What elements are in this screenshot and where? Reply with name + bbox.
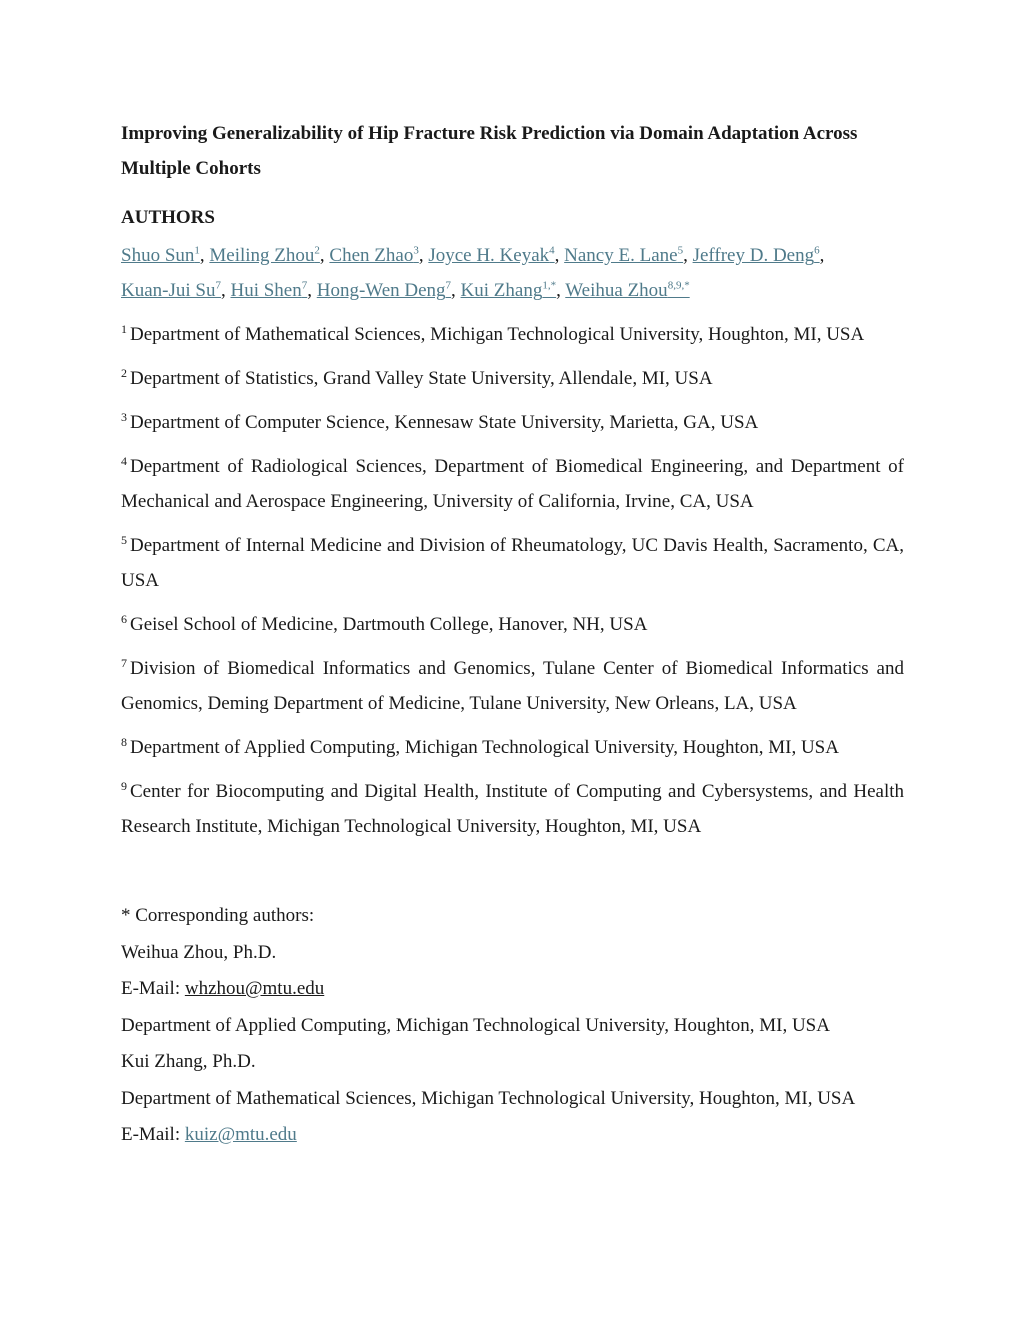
affiliation-text: Geisel School of Medicine, Dartmouth College, Hanover, NH, USA xyxy=(130,614,648,635)
author-name: Hui Shen xyxy=(230,280,302,301)
author-name: Joyce H. Keyak xyxy=(428,245,550,266)
affiliation-number: 2 xyxy=(121,365,127,380)
paper-title-line-1: Improving Generalizability of Hip Fracture Risk Prediction via Domain Adaptation Across xyxy=(121,123,858,144)
author-affiliation-sup: 4 xyxy=(549,244,555,257)
corresponding-author-2-name: Kui Zhang, Ph.D. xyxy=(121,1051,256,1072)
affiliation-text: Department of Internal Medicine and Division of Rheumatology, UC Davis Health, Sacramento, CA, USA xyxy=(121,535,904,591)
affiliation-text: Center for Biocomputing and Digital Health, Institute of Computing and Cybersystems, and Health Research Institute, Michigan Technological University, Houghton, MI, USA xyxy=(121,781,904,837)
author-affiliation-sup: 7 xyxy=(301,279,308,292)
author-link[interactable] xyxy=(209,245,320,266)
affiliation-number: 4 xyxy=(121,453,127,468)
author-affiliation-sup: 5 xyxy=(677,244,684,257)
author-affiliation-sup: 7 xyxy=(215,279,221,292)
author-separator: , xyxy=(556,280,561,301)
author-name: Weihua Zhou xyxy=(565,280,668,301)
author-separator: , xyxy=(554,245,560,266)
affiliation-item xyxy=(121,730,904,765)
affiliation-item xyxy=(121,361,904,396)
author-affiliation-sup: 2 xyxy=(314,244,320,257)
author-link[interactable] xyxy=(121,245,200,266)
affiliation-number: 6 xyxy=(121,611,127,626)
author-affiliation-sup: 6 xyxy=(814,244,820,257)
author-affiliation-sup: 8,9,* xyxy=(667,279,690,292)
author-list xyxy=(121,238,904,308)
author-affiliation-sup: 7 xyxy=(445,279,452,292)
author-separator: , xyxy=(451,280,456,301)
affiliation-item xyxy=(121,528,904,598)
affiliation-item xyxy=(121,317,904,352)
author-separator: , xyxy=(199,245,205,266)
email-label: E-Mail: xyxy=(121,978,185,999)
affiliation-list xyxy=(121,317,904,844)
corresponding-author-1-name: Weihua Zhou, Ph.D. xyxy=(121,941,277,963)
affiliation-item xyxy=(121,774,904,844)
author-affiliation-sup: 3 xyxy=(413,244,419,257)
author-separator: , xyxy=(319,245,325,266)
author-link[interactable] xyxy=(329,245,418,266)
affiliation-number: 1 xyxy=(121,321,127,336)
authors-heading: AUTHORS xyxy=(121,207,215,228)
affiliation-item xyxy=(121,449,904,519)
document-page xyxy=(121,116,904,1154)
affiliation-number: 9 xyxy=(121,778,127,793)
affiliation-text: Department of Radiological Sciences, Department of Biomedical Engineering, and Department of Mechanical and Aerospace Engineering, University of California, Irvine, CA, USA xyxy=(121,456,904,512)
corresponding-author-1-dept: Department of Applied Computing, Michigan Technological University, Houghton, MI, USA xyxy=(121,1014,830,1036)
corresponding-author-2-email-line xyxy=(121,1117,904,1154)
author-affiliation-sup: 1 xyxy=(194,244,200,257)
author-link[interactable] xyxy=(461,280,557,301)
affiliation-number: 5 xyxy=(121,532,127,547)
paper-title xyxy=(121,116,904,186)
affiliation-item xyxy=(121,405,904,440)
author-separator: , xyxy=(819,245,825,266)
author-name: Chen Zhao xyxy=(329,245,414,266)
corresponding-author-1-email-line xyxy=(121,971,904,1008)
affiliation-number: 8 xyxy=(121,734,127,749)
affiliation-text: Department of Computer Science, Kennesaw State University, Marietta, GA, USA xyxy=(130,412,759,433)
author-name: Hong-Wen Deng xyxy=(316,280,446,301)
author-name: Shuo Sun xyxy=(121,245,195,266)
author-2-email-link[interactable]: kuiz@mtu.edu xyxy=(184,1124,297,1145)
affiliation-number: 7 xyxy=(121,655,127,670)
affiliation-number: 3 xyxy=(121,409,127,424)
corresponding-author-2-dept: Department of Mathematical Sciences, Michigan Technological University, Houghton, MI, USA xyxy=(121,1087,856,1109)
author-link[interactable] xyxy=(121,280,221,301)
affiliation-text: Department of Mathematical Sciences, Michigan Technological University, Houghton, MI, USA xyxy=(130,324,865,345)
author-name: Nancy E. Lane xyxy=(564,245,678,266)
author-name: Kuan-Jui Su xyxy=(121,280,216,301)
author-1-email-link[interactable]: whzhou@mtu.edu xyxy=(184,978,325,999)
affiliation-text: Division of Biomedical Informatics and Genomics, Tulane Center of Biomedical Informatics and Genomics, Deming Department of Medicine, Tulane University, New Orleans, LA, USA xyxy=(121,658,904,714)
author-separator: , xyxy=(418,245,424,266)
author-link[interactable] xyxy=(230,280,307,301)
corresponding-heading: * Corresponding authors: xyxy=(121,905,315,926)
author-link[interactable] xyxy=(428,245,554,266)
affiliation-text: Department of Applied Computing, Michigan Technological University, Houghton, MI, USA xyxy=(130,737,839,758)
affiliation-text: Department of Statistics, Grand Valley State University, Allendale, MI, USA xyxy=(130,368,713,389)
email-label: E-Mail: xyxy=(121,1124,185,1145)
author-name: Jeffrey D. Deng xyxy=(692,245,815,266)
author-link[interactable] xyxy=(564,245,683,266)
author-link[interactable] xyxy=(317,280,451,301)
paper-title-line-2: Multiple Cohorts xyxy=(121,158,261,179)
author-link[interactable] xyxy=(565,280,689,301)
author-name: Kui Zhang xyxy=(460,280,543,301)
affiliation-item xyxy=(121,651,904,721)
author-separator: , xyxy=(683,245,688,266)
affiliation-item xyxy=(121,607,904,642)
corresponding-authors xyxy=(121,898,904,1154)
author-name: Meiling Zhou xyxy=(209,245,315,266)
author-separator: , xyxy=(220,280,226,301)
author-link[interactable] xyxy=(693,245,820,266)
author-affiliation-sup: 1,* xyxy=(542,279,557,292)
author-separator: , xyxy=(307,280,312,301)
